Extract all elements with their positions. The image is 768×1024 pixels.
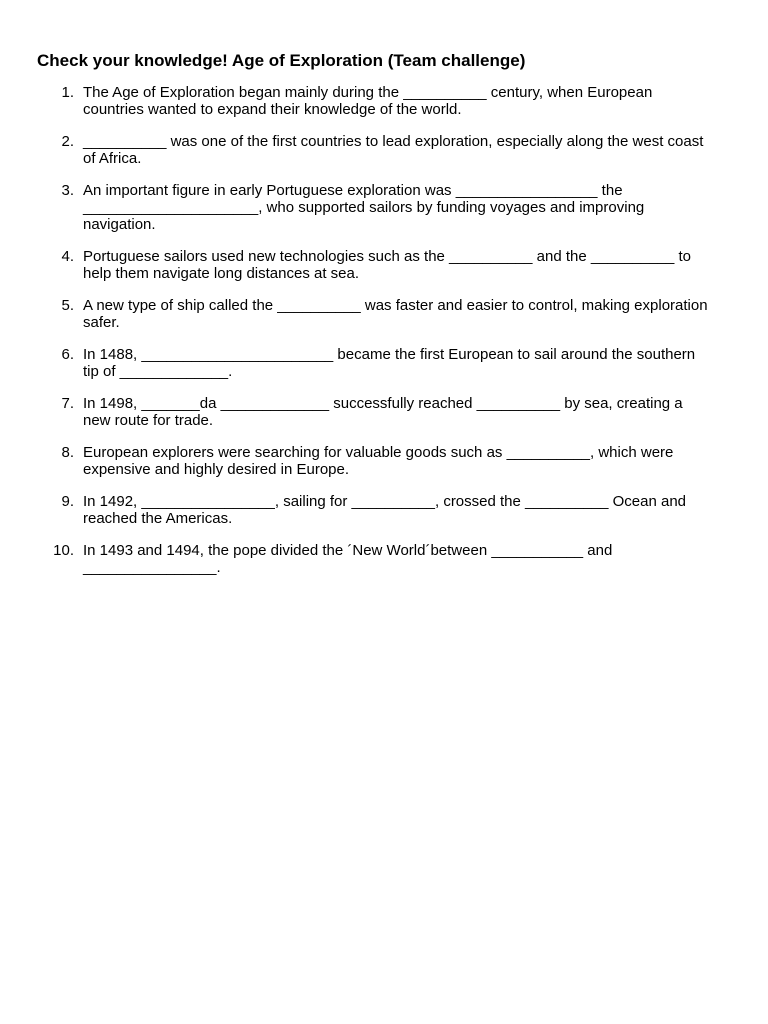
- question-text: [83, 298, 733, 332]
- question-list: [0, 85, 768, 592]
- question-text-line: Portuguese sailors used new technologies such as the __________ and the __________ to: [83, 247, 691, 265]
- question-item: [0, 298, 768, 332]
- question-item: [0, 396, 768, 430]
- question-number: 8.: [61, 443, 74, 461]
- question-text-line: In 1498, _______da _____________ successfully reached __________ by sea, creating a: [83, 394, 683, 412]
- question-text: [83, 445, 733, 479]
- question-number: 5.: [61, 296, 74, 314]
- question-text-line: help them navigate long distances at sea.: [83, 264, 360, 282]
- worksheet-title: Check your knowledge! Age of Exploration (Team challenge): [37, 51, 526, 70]
- question-number: 10.: [53, 541, 74, 559]
- question-item: [0, 445, 768, 479]
- question-text-line: ________________.: [83, 558, 221, 576]
- question-text-line: navigation.: [83, 215, 156, 233]
- question-text-line: countries wanted to expand their knowledge of the world.: [83, 100, 462, 118]
- question-text-line: expensive and highly desired in Europe.: [83, 460, 350, 478]
- question-number: 2.: [61, 133, 74, 150]
- question-text: [83, 543, 733, 577]
- question-text-line: In 1492, ________________, sailing for __________, crossed the __________ Ocean and: [83, 492, 687, 510]
- question-text-line: _____________________, who supported sailors by funding voyages and improving: [83, 198, 645, 216]
- question-text-line: new route for trade.: [83, 411, 214, 429]
- question-text: [83, 249, 733, 283]
- question-number: 1.: [61, 84, 74, 101]
- question-text-line: tip of _____________.: [83, 362, 233, 380]
- question-text-line: In 1493 and 1494, the pope divided the ´New World´between ___________ and: [83, 541, 613, 559]
- question-text-line: safer.: [83, 313, 120, 331]
- question-text-line: of Africa.: [83, 149, 142, 167]
- question-number: 7.: [61, 394, 74, 412]
- question-item: [0, 543, 768, 577]
- question-item: [0, 347, 768, 381]
- question-text-line: In 1488, _______________________ became the first European to sail around the southern: [83, 345, 696, 363]
- question-text-line: A new type of ship called the __________ was faster and easier to control, making exploration: [83, 296, 708, 314]
- question-text-line: European explorers were searching for valuable goods such as __________, which were: [83, 443, 674, 461]
- question-item: [0, 85, 768, 119]
- question-number: 6.: [61, 345, 74, 363]
- question-item: [0, 183, 768, 233]
- question-item: [0, 249, 768, 283]
- question-text: [83, 396, 733, 430]
- question-text: [83, 85, 733, 119]
- question-number: 3.: [61, 182, 74, 199]
- question-text-line: __________ was one of the first countries to lead exploration, especially along the west coast: [83, 133, 704, 150]
- question-item: [0, 494, 768, 528]
- question-text: [83, 134, 733, 168]
- question-text-line: reached the Americas.: [83, 509, 233, 527]
- question-text: [83, 494, 733, 528]
- question-text-line: An important figure in early Portuguese exploration was _________________ the: [83, 182, 623, 199]
- question-number: 9.: [61, 492, 74, 510]
- question-text: [83, 347, 733, 381]
- question-number: 4.: [61, 247, 74, 265]
- question-text: [83, 183, 733, 233]
- question-item: [0, 134, 768, 168]
- question-text-line: The Age of Exploration began mainly during the __________ century, when European: [83, 84, 653, 101]
